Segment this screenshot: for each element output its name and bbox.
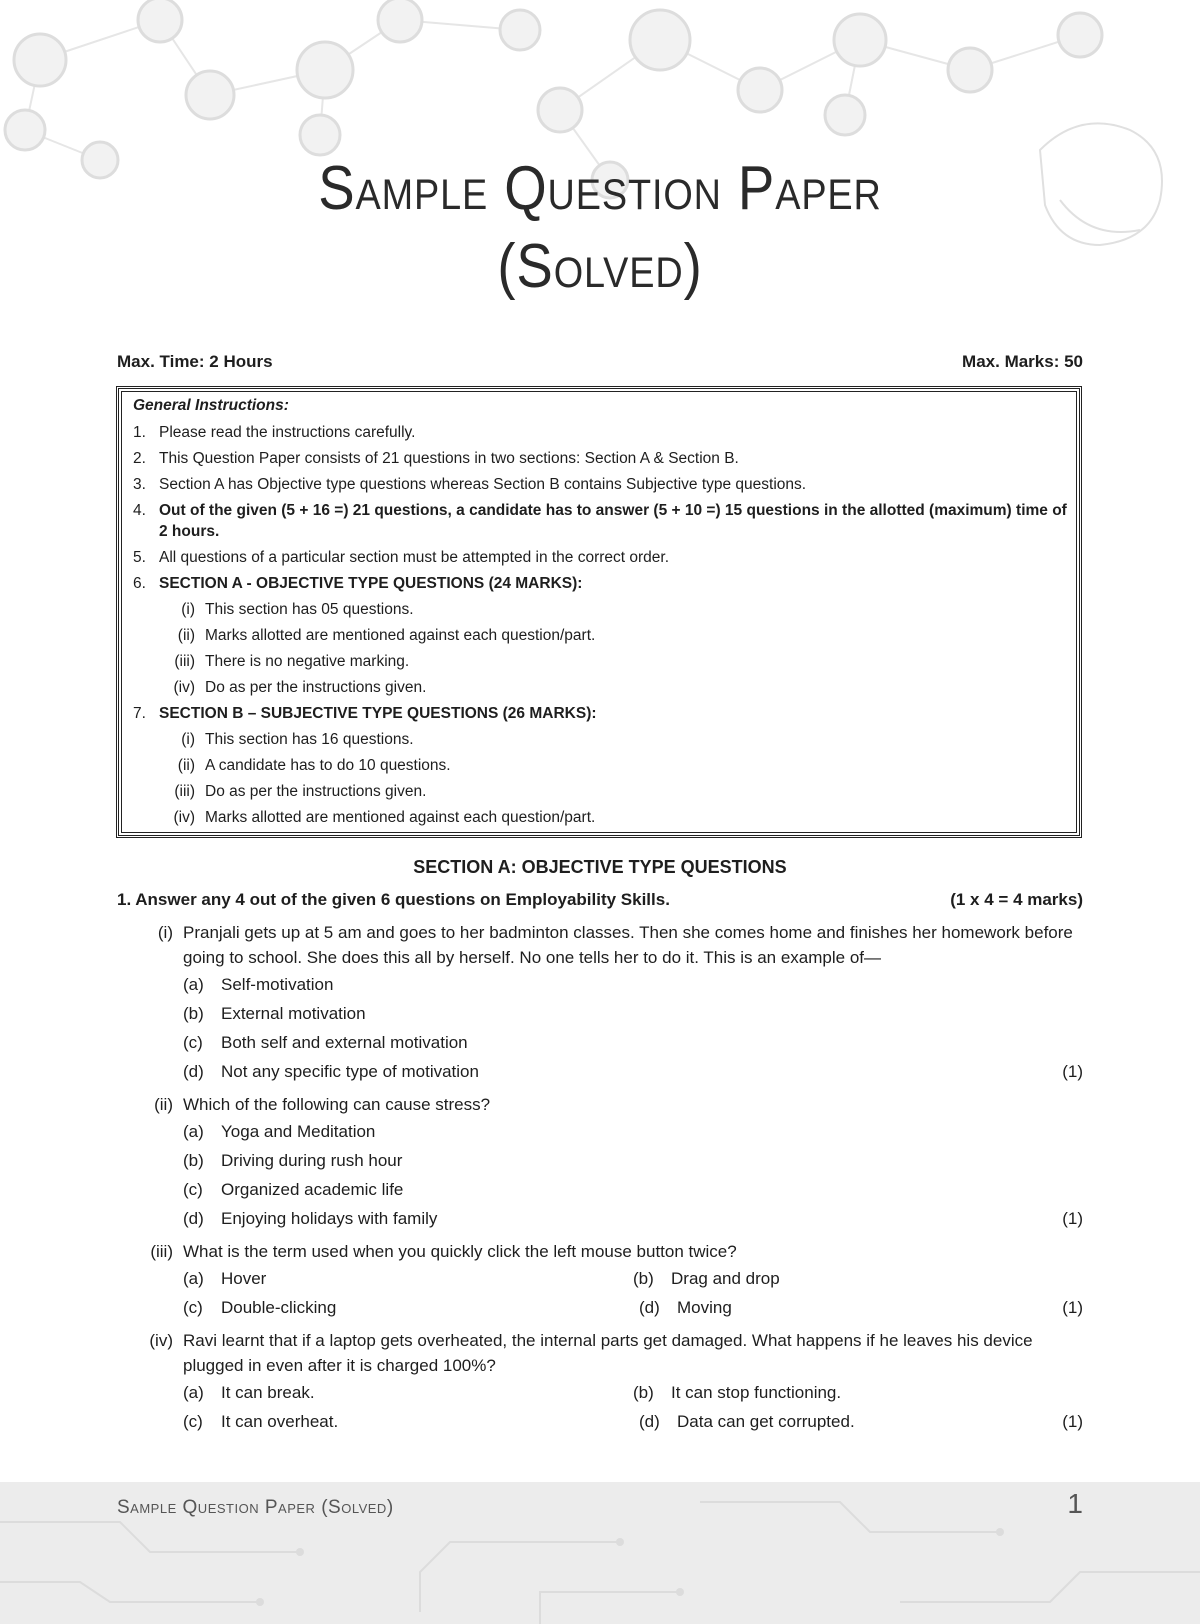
- instruction-number: 2.: [133, 450, 146, 467]
- question-1-text: 1. Answer any 4 out of the given 6 questions on Employability Skills.: [117, 890, 670, 909]
- option: [633, 1264, 1083, 1293]
- option-label: (a): [183, 1269, 204, 1288]
- instruction-number: 4.: [133, 502, 146, 519]
- sub-instruction-text: A candidate has to do 10 questions.: [205, 757, 451, 774]
- sub-instruction-number: (iv): [173, 679, 195, 696]
- instruction-number: 5.: [133, 549, 146, 566]
- question-number: (i): [157, 923, 173, 942]
- question-number: (iii): [150, 1242, 173, 1261]
- instruction-text: SECTION B – SUBJECTIVE TYPE QUESTIONS (26 MARKS):: [159, 705, 597, 722]
- sub-instruction-number: (ii): [177, 757, 195, 774]
- instruction-text: Section A has Objective type questions whereas Section B contains Subjective type questions.: [159, 476, 807, 493]
- question-marks: (1): [1062, 1298, 1083, 1317]
- question-marks: (1): [1062, 1412, 1083, 1431]
- option-label: (d): [183, 1209, 204, 1228]
- option-text: Not any specific type of motivation: [221, 1062, 479, 1081]
- option: [183, 1407, 639, 1436]
- section-a-sub-list: [157, 599, 1067, 698]
- instruction-item: [133, 448, 1067, 469]
- max-time: Max. Time: 2 Hours: [117, 352, 273, 371]
- sub-instruction-text: Marks allotted are mentioned against each question/part.: [205, 627, 596, 644]
- option-text: It can overheat.: [221, 1412, 339, 1431]
- max-marks: Max. Marks: 50: [962, 352, 1083, 371]
- option: [183, 1117, 639, 1146]
- option-label: (b): [183, 1151, 204, 1170]
- sub-instruction: [157, 599, 1067, 620]
- sub-instruction-text: Do as per the instructions given.: [205, 783, 427, 800]
- question-number: (ii): [154, 1095, 173, 1114]
- option-text: Drag and drop: [671, 1269, 780, 1288]
- question-list: [117, 920, 1083, 1442]
- instruction-item-section-a: [133, 573, 1067, 594]
- instruction-number: 3.: [133, 476, 146, 493]
- option-text: Hover: [221, 1269, 267, 1288]
- sub-instruction: [157, 781, 1067, 802]
- option: [183, 1264, 633, 1293]
- instruction-text: This Question Paper consists of 21 questions in two sections: Section A & Section B.: [159, 450, 739, 467]
- instructions-heading: General Instructions:: [133, 397, 289, 414]
- question-marks: (1): [1062, 1062, 1083, 1081]
- sub-instruction: [157, 755, 1067, 776]
- general-instructions-box: [116, 386, 1082, 838]
- option: [183, 1204, 639, 1233]
- option-label: (d): [639, 1298, 660, 1317]
- option-text: Both self and external motivation: [221, 1033, 468, 1052]
- sub-instruction: [157, 625, 1067, 646]
- exam-meta-row: [117, 352, 1083, 372]
- sub-instruction-number: (i): [181, 731, 195, 748]
- option-text: Driving during rush hour: [221, 1151, 403, 1170]
- sub-instruction: [157, 729, 1067, 750]
- sub-instruction-number: (iii): [174, 653, 195, 670]
- option-label: (a): [183, 1122, 204, 1141]
- option-text: Moving: [677, 1298, 732, 1317]
- instruction-text: SECTION A - OBJECTIVE TYPE QUESTIONS (24 MARKS):: [159, 575, 583, 592]
- instruction-item: [133, 547, 1067, 568]
- option: [639, 1407, 855, 1436]
- instruction-text: Out of the given (5 + 16 =) 21 questions, a candidate has to answer (5 + 10 =) 15 questions in the allotted (maximum) time of 2 hours.: [159, 502, 1067, 540]
- question-1-header: [117, 890, 1083, 910]
- instruction-text: All questions of a particular section must be attempted in the correct order.: [159, 549, 670, 566]
- question-1-marks: (1 x 4 = 4 marks): [950, 890, 1083, 909]
- options-list: [183, 1264, 1083, 1322]
- question-number: (iv): [149, 1331, 173, 1350]
- question-text: Ravi learnt that if a laptop gets overheated, the internal parts get damaged. What happens if he leaves his device plugged in even after it is charged 100%?: [183, 1331, 1033, 1375]
- option-label: (a): [183, 1383, 204, 1402]
- sub-instruction-text: This section has 16 questions.: [205, 731, 414, 748]
- sub-instruction-text: Do as per the instructions given.: [205, 679, 427, 696]
- question-item: [117, 1328, 1083, 1436]
- options-list: [183, 1378, 1083, 1436]
- paper-subtitle: (Solved): [497, 232, 703, 301]
- option-text: It can stop functioning.: [671, 1383, 842, 1402]
- option: [183, 1175, 639, 1204]
- question-text: Pranjali gets up at 5 am and goes to her badminton classes. Then she comes home and finishes her homework before going to school. She does this all by herself. No one tells her to do it. This is an example of—: [183, 923, 1073, 967]
- paper-title-block: [0, 150, 1200, 306]
- option-label: (c): [183, 1298, 203, 1317]
- option: [183, 999, 639, 1028]
- sub-instruction-text: Marks allotted are mentioned against each question/part.: [205, 809, 596, 826]
- question-item: [117, 920, 1083, 1086]
- option: [183, 1378, 633, 1407]
- sub-instruction-number: (i): [181, 601, 195, 618]
- option: [183, 1057, 639, 1086]
- option-text: Enjoying holidays with family: [221, 1209, 438, 1228]
- question-text: What is the term used when you quickly click the left mouse button twice?: [183, 1242, 737, 1261]
- section-a-heading: SECTION A: OBJECTIVE TYPE QUESTIONS: [413, 857, 787, 877]
- instruction-item: [133, 500, 1067, 542]
- footer-title: Sample Question Paper (Solved): [117, 1497, 394, 1518]
- options-list: [183, 1117, 1083, 1233]
- option: [183, 1028, 639, 1057]
- instruction-item-section-b: [133, 703, 1067, 724]
- option-label: (c): [183, 1180, 203, 1199]
- option-text: External motivation: [221, 1004, 366, 1023]
- option-text: Self-motivation: [221, 975, 334, 994]
- option: [183, 1146, 639, 1175]
- option-text: Organized academic life: [221, 1180, 404, 1199]
- question-item: [117, 1239, 1083, 1322]
- instruction-item: [133, 422, 1067, 443]
- option: [633, 1378, 1083, 1407]
- sub-instruction-text: There is no negative marking.: [205, 653, 410, 670]
- option: [183, 1293, 639, 1322]
- sub-instruction-number: (iii): [174, 783, 195, 800]
- instruction-number: 7.: [133, 705, 146, 722]
- sub-instruction: [157, 807, 1067, 828]
- option-label: (c): [183, 1412, 203, 1431]
- option-label: (d): [183, 1062, 204, 1081]
- sub-instruction: [157, 677, 1067, 698]
- option-text: Yoga and Meditation: [221, 1122, 376, 1141]
- options-list: [183, 970, 1083, 1086]
- sub-instruction-text: This section has 05 questions.: [205, 601, 414, 618]
- option-label: (b): [633, 1269, 654, 1288]
- option: [183, 970, 639, 999]
- option-text: Double-clicking: [221, 1298, 337, 1317]
- instruction-number: 6.: [133, 575, 146, 592]
- sub-instruction-number: (iv): [173, 809, 195, 826]
- sub-instruction: [157, 651, 1067, 672]
- instruction-item: [133, 474, 1067, 495]
- option: [639, 1293, 732, 1322]
- page-number: 1: [1067, 1488, 1083, 1519]
- question-item: [117, 1092, 1083, 1233]
- option-text: It can break.: [221, 1383, 315, 1402]
- option-label: (b): [183, 1004, 204, 1023]
- section-b-sub-list: [157, 729, 1067, 828]
- option-label: (c): [183, 1033, 203, 1052]
- sub-instruction-number: (ii): [177, 627, 195, 644]
- option-label: (d): [639, 1412, 660, 1431]
- question-marks: (1): [1062, 1209, 1083, 1228]
- option-label: (a): [183, 975, 204, 994]
- option-text: Data can get corrupted.: [677, 1412, 855, 1431]
- option-label: (b): [633, 1383, 654, 1402]
- paper-title: Sample Question Paper: [318, 154, 882, 223]
- question-text: Which of the following can cause stress?: [183, 1095, 491, 1114]
- instruction-number: 1.: [133, 424, 146, 441]
- instruction-text: Please read the instructions carefully.: [159, 424, 416, 441]
